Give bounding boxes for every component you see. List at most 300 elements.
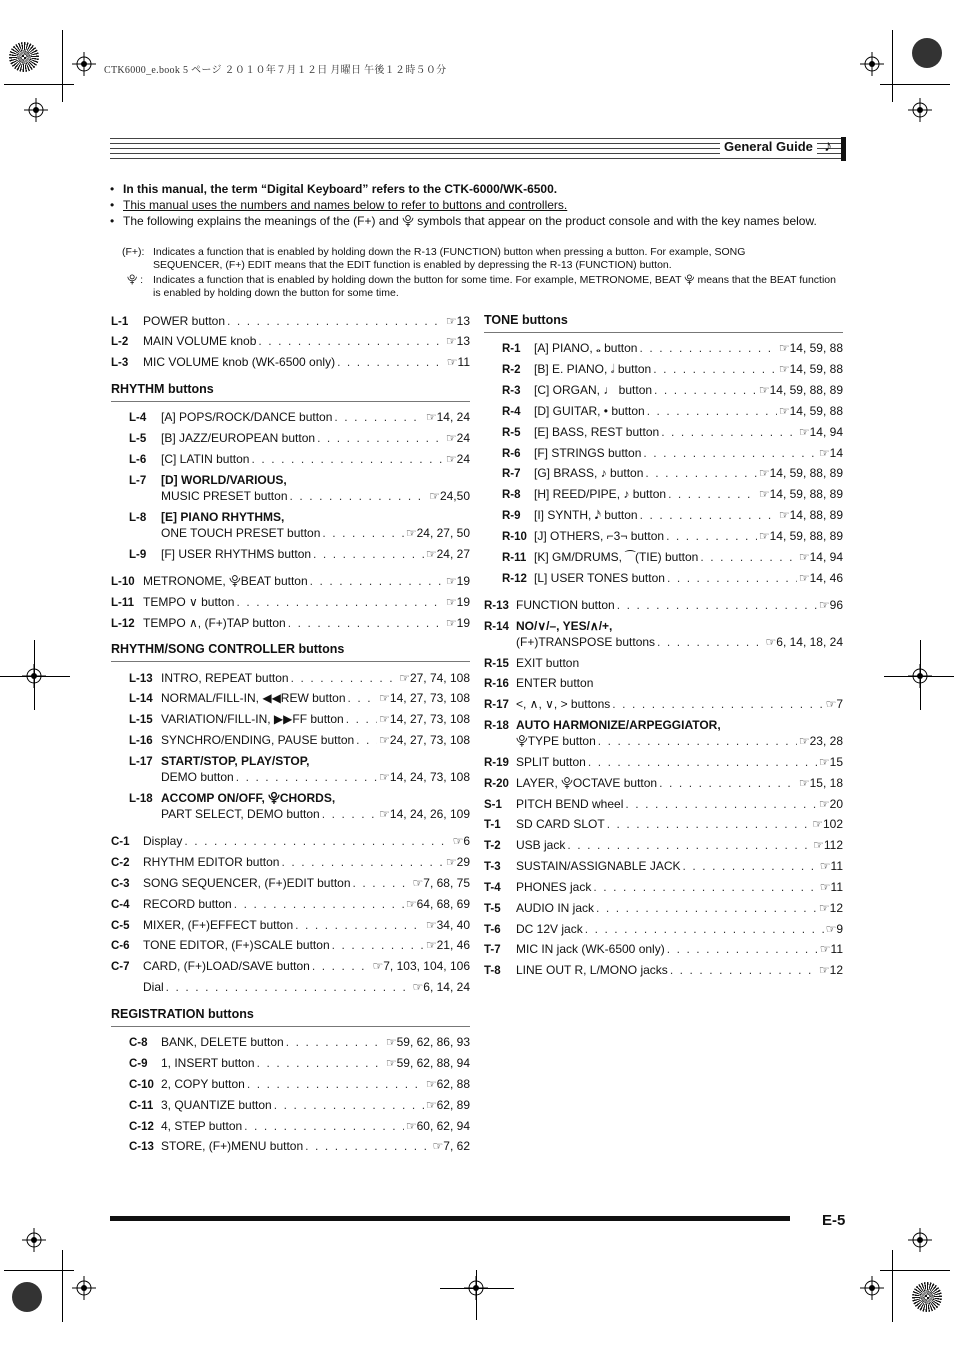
list-item xyxy=(111,875,470,892)
intro-bullet: • In this manual, the term “Digital Keyboard” refers to the CTK-6000/WK-6500. xyxy=(110,181,845,197)
item-name: RHYTHM EDITOR button xyxy=(143,855,280,869)
leader-dots xyxy=(291,670,398,686)
list-item xyxy=(484,921,843,938)
list-item xyxy=(502,424,843,441)
item-name: [K] GM/DRUMS, ⁀(TIE) button xyxy=(534,550,699,564)
leader-dots xyxy=(288,615,444,631)
item-code: L-11 xyxy=(111,597,135,609)
item-name: SUSTAIN/ASSIGNABLE JACK xyxy=(516,859,681,873)
page-ref: ☞7, 103, 104, 106 xyxy=(372,959,470,973)
page-ref: ☞7 xyxy=(825,697,843,711)
item-name: SD CARD SLOT xyxy=(516,817,605,831)
item-code: R-9 xyxy=(502,510,521,522)
list-item xyxy=(502,570,843,587)
divider xyxy=(111,401,470,402)
leader-dots xyxy=(281,854,443,870)
intro-text: This manual uses the numbers and names below to refer to buttons and controllers. xyxy=(123,198,568,212)
page-ref: ☞62, 88 xyxy=(425,1077,470,1091)
leader-dots xyxy=(639,340,776,356)
leader-dots xyxy=(567,837,811,853)
subsection-title: REGISTRATION buttons xyxy=(111,1007,254,1021)
list-item xyxy=(129,1097,470,1114)
item-name: ONE TOUCH PRESET button xyxy=(161,526,321,540)
list-item xyxy=(129,1118,470,1135)
item-name: MIC VOLUME knob (WK-6500 only) xyxy=(143,355,336,369)
item-code: L-7 xyxy=(129,475,147,487)
list-item xyxy=(129,1138,470,1155)
page-ref: ☞96 xyxy=(818,598,843,612)
page-ref: ☞14, 94 xyxy=(798,550,843,564)
list-item xyxy=(484,597,843,614)
page-ref: ☞12 xyxy=(818,901,843,915)
leader-dots xyxy=(257,1055,384,1071)
registration-target-icon xyxy=(908,664,932,688)
item-code: L-12 xyxy=(111,618,135,630)
leader-dots xyxy=(667,570,797,586)
list-item xyxy=(129,670,470,687)
leader-dots xyxy=(356,732,377,748)
item-code: R-7 xyxy=(502,468,521,480)
item-code: L-16 xyxy=(129,735,153,747)
section-title: General Guide xyxy=(720,139,817,154)
leader-dots xyxy=(653,361,777,377)
list-item xyxy=(161,769,470,785)
page-ref: ☞60, 62, 94 xyxy=(405,1119,470,1133)
page-ref: ☞62, 89 xyxy=(425,1098,470,1112)
leader-dots xyxy=(227,313,444,329)
item-code: C-6 xyxy=(111,940,130,952)
item-code: L-10 xyxy=(111,576,135,588)
list-item xyxy=(484,696,843,713)
header-bar xyxy=(841,137,846,161)
page-ref: ☞21, 46 xyxy=(425,938,470,952)
leader-dots xyxy=(645,465,756,481)
subsection-title: RHYTHM/SONG CONTROLLER buttons xyxy=(111,642,345,656)
item-code: R-18 xyxy=(484,720,509,732)
leader-dots xyxy=(353,875,411,891)
footnote-text: Indicates a function that is enabled by holding down the button for some time. For example, METRONOME, BEAT ⯓ means that the BEAT function is enabled by holding down the button for some time. xyxy=(153,274,836,299)
item-code: T-8 xyxy=(484,965,501,977)
music-note-icon: ♪ xyxy=(824,138,832,155)
list-item xyxy=(502,403,843,420)
leader-dots xyxy=(258,333,444,349)
item-name: [F] USER RHYTHMS button xyxy=(161,547,312,561)
subsection-title: TONE buttons xyxy=(484,313,568,327)
item-name: MIXER, (F+)EFFECT button xyxy=(143,918,294,932)
intro-text: In this manual, the term “Digital Keyboard” refers to the CTK-6000/WK-6500. xyxy=(123,182,558,196)
leader-dots xyxy=(598,733,797,749)
item-code: R-4 xyxy=(502,406,521,418)
intro-text: The following explains the meanings of the (F+) and ⯓ symbols that appear on the product console and with the key names below. xyxy=(123,214,817,228)
leader-dots xyxy=(247,1076,424,1092)
registration-target-icon xyxy=(908,1228,932,1252)
list-item xyxy=(502,382,843,399)
item-name: BANK, DELETE button xyxy=(161,1035,284,1049)
item-name: CARD, (F+)LOAD/SAVE button xyxy=(143,959,310,973)
leader-dots xyxy=(312,958,371,974)
leader-dots xyxy=(643,445,817,461)
list-item xyxy=(516,634,843,650)
list-item xyxy=(111,573,470,590)
item-code: R-13 xyxy=(484,600,509,612)
page-ref: ☞64, 68, 69 xyxy=(405,897,470,911)
page-ref: ☞15 xyxy=(818,755,843,769)
list-item xyxy=(143,979,470,995)
item-name: INTRO, REPEAT button xyxy=(161,671,289,685)
divider xyxy=(111,661,470,662)
item-code: T-7 xyxy=(484,944,501,956)
page-ref: ☞14 xyxy=(818,446,843,460)
list-item xyxy=(129,690,470,707)
item-code: L-3 xyxy=(111,357,129,369)
list-item xyxy=(484,837,843,854)
item-code: L-9 xyxy=(129,549,147,561)
item-code: T-3 xyxy=(484,861,501,873)
item-name: [E] BASS, REST button xyxy=(534,425,660,439)
item-code: T-6 xyxy=(484,924,501,936)
registration-rosette-icon xyxy=(9,42,39,72)
leader-dots xyxy=(332,937,424,953)
item-name: TEMPO ∧, (F+)TAP button xyxy=(143,616,286,630)
item-code: C-13 xyxy=(129,1141,154,1153)
list-item xyxy=(502,486,843,503)
leader-dots xyxy=(251,451,443,467)
leader-dots xyxy=(661,424,797,440)
item-code: R-11 xyxy=(502,552,527,564)
list-item xyxy=(502,340,843,357)
item-name: TEMPO ∨ button xyxy=(143,595,235,609)
item-name: RECORD button xyxy=(143,897,232,911)
leader-dots xyxy=(666,528,757,544)
item-name: [B] JAZZ/EUROPEAN button xyxy=(161,431,316,445)
list-item xyxy=(502,507,843,524)
list-item xyxy=(484,796,843,813)
item-name: 2, COPY button xyxy=(161,1077,245,1091)
page-ref: ☞29 xyxy=(445,855,470,869)
item-name: (F+)TRANSPOSE buttons xyxy=(516,635,656,649)
leader-dots xyxy=(654,382,757,398)
list-item xyxy=(484,775,843,792)
page-ref: ☞20 xyxy=(818,797,843,811)
item-code: L-13 xyxy=(129,673,153,685)
list-item xyxy=(129,711,470,728)
item-code: R-12 xyxy=(502,573,527,585)
list-item-line1 xyxy=(484,618,843,635)
list-item xyxy=(129,451,470,468)
page-ref: ☞6, 14, 18, 24 xyxy=(765,635,843,649)
print-header: CTK6000_e.book 5 ページ ２０１０年７月１２日 月曜日 午後１２時５０分 xyxy=(104,65,447,76)
page-ref: ☞19 xyxy=(445,616,470,630)
page-ref: ☞14, 27, 73, 108 xyxy=(379,691,470,705)
page-ref: ☞14, 59, 88, 89 xyxy=(758,529,843,543)
item-code: T-4 xyxy=(484,882,501,894)
item-code: C-2 xyxy=(111,857,130,869)
item-name: METRONOME, ⯓BEAT button xyxy=(143,574,308,588)
item-name: [C] LATIN button xyxy=(161,452,250,466)
page-ref: ☞14, 59, 88, 89 xyxy=(758,466,843,480)
page-ref: ☞14, 27, 73, 108 xyxy=(379,712,470,726)
list-item xyxy=(161,488,470,504)
item-name: MIC IN jack (WK-6500 only) xyxy=(516,942,665,956)
item-name: 1, INSERT button xyxy=(161,1056,255,1070)
page-ref: ☞7, 68, 75 xyxy=(412,876,470,890)
item-name: SPLIT button xyxy=(516,755,586,769)
list-item xyxy=(129,1055,470,1072)
list-item xyxy=(161,806,470,822)
list-item xyxy=(111,896,470,913)
item-code: C-10 xyxy=(129,1079,154,1091)
page-number: E-5 xyxy=(822,1212,846,1229)
list-item xyxy=(484,675,843,692)
item-name: POWER button xyxy=(143,314,226,328)
page-ref: ☞11 xyxy=(446,355,470,369)
item-name: [C] ORGAN, ♩ button xyxy=(534,383,653,397)
item-name: SONG SEQUENCER, (F+)EDIT button xyxy=(143,876,351,890)
page-ref: ☞14, 24 xyxy=(425,410,470,424)
item-name: STORE, (F+)MENU button xyxy=(161,1139,304,1153)
page-ref: ☞23, 28 xyxy=(798,734,843,748)
item-name: Display xyxy=(143,834,183,848)
page-ref: ☞9 xyxy=(825,922,843,936)
page-ref: ☞34, 40 xyxy=(425,918,470,932)
item-name: START/STOP, PLAY/STOP, xyxy=(161,754,310,768)
page-ref: ☞14, 88, 89 xyxy=(778,508,843,522)
item-code: R-6 xyxy=(502,448,521,460)
list-item xyxy=(111,937,470,954)
item-code: C-1 xyxy=(111,836,130,848)
list-item xyxy=(161,525,470,541)
item-name: 4, STEP button xyxy=(161,1119,243,1133)
leader-dots xyxy=(286,1034,384,1050)
page-ref: ☞12 xyxy=(818,963,843,977)
list-item xyxy=(111,333,470,350)
item-code: C-9 xyxy=(129,1058,148,1070)
leader-dots xyxy=(607,816,811,832)
leader-dots xyxy=(184,833,450,849)
item-name: 3, QUANTIZE button xyxy=(161,1098,272,1112)
list-item xyxy=(484,900,843,917)
item-name: LAYER, ⯓OCTAVE button xyxy=(516,776,658,790)
item-code: R-3 xyxy=(502,385,521,397)
item-code: L-5 xyxy=(129,433,147,445)
list-item xyxy=(484,816,843,833)
page-ref: ☞7, 62 xyxy=(432,1139,470,1153)
list-item xyxy=(129,430,470,447)
leader-dots xyxy=(236,769,377,785)
list-item xyxy=(502,445,843,462)
list-item xyxy=(484,754,843,771)
page-ref: ☞14, 59, 88, 89 xyxy=(758,487,843,501)
leader-dots xyxy=(596,900,817,916)
intro-bullet: • The following explains the meanings of the (F+) and ⯓ symbols that appear on the product console and with the key names below. xyxy=(110,213,845,245)
item-name: VARIATION/FILL-IN, ▶▶FF button xyxy=(161,712,344,726)
leader-dots xyxy=(683,858,818,874)
item-name: MAIN VOLUME knob xyxy=(143,334,257,348)
leader-dots xyxy=(588,754,817,770)
item-name: [H] REED/PIPE, ♪ button xyxy=(534,487,667,501)
item-code: L-2 xyxy=(111,336,129,348)
subsection-title: RHYTHM buttons xyxy=(111,382,214,396)
list-item xyxy=(484,655,843,672)
item-code: L-4 xyxy=(129,412,147,424)
leader-dots xyxy=(668,486,757,502)
leader-dots xyxy=(659,775,797,791)
registration-rosette-icon xyxy=(12,1282,42,1312)
item-name: FUNCTION button xyxy=(516,598,615,612)
item-name: AUDIO IN jack xyxy=(516,901,595,915)
page-ref: ☞14, 24, 26, 109 xyxy=(379,807,470,821)
item-name: LINE OUT R, L/MONO jacks xyxy=(516,963,668,977)
leader-dots xyxy=(317,430,444,446)
item-code: R-2 xyxy=(502,364,521,376)
leader-dots xyxy=(585,921,824,937)
list-item xyxy=(111,594,470,611)
list-item xyxy=(502,361,843,378)
intro-bullet: • This manual uses the numbers and names below to refer to buttons and controllers. xyxy=(110,197,845,213)
item-code: C-4 xyxy=(111,899,130,911)
list-item xyxy=(484,879,843,896)
registration-target-icon xyxy=(22,1228,46,1252)
divider xyxy=(111,1026,470,1027)
item-name: SYNCHRO/ENDING, PAUSE button xyxy=(161,733,355,747)
item-code: R-1 xyxy=(502,343,521,355)
item-name: DC 12V jack xyxy=(516,922,583,936)
leader-dots xyxy=(640,507,777,523)
page-ref: ☞14, 94 xyxy=(798,425,843,439)
item-name: EXIT button xyxy=(516,656,580,670)
registration-target-icon xyxy=(908,98,932,122)
item-name: ACCOMP ON/OFF, ⯓CHORDS, xyxy=(161,791,336,805)
list-item xyxy=(502,465,843,482)
item-code: R-14 xyxy=(484,621,509,633)
list-item xyxy=(129,732,470,749)
item-name: NORMAL/FILL-IN, ◀◀REW button xyxy=(161,691,346,705)
leader-dots xyxy=(625,796,817,812)
leader-dots xyxy=(657,634,763,650)
leader-dots xyxy=(166,979,411,995)
page-ref: ☞24 xyxy=(445,431,470,445)
item-code: S-1 xyxy=(484,799,502,811)
item-code: C-12 xyxy=(129,1121,154,1133)
item-code: R-20 xyxy=(484,778,509,790)
item-code: C-11 xyxy=(129,1100,154,1112)
registration-target-icon xyxy=(24,98,48,122)
page-ref: ☞11 xyxy=(819,942,843,956)
leader-dots xyxy=(274,1097,424,1113)
leader-dots xyxy=(305,1138,430,1154)
leader-dots xyxy=(612,696,823,712)
item-code: L-17 xyxy=(129,756,153,768)
list-item xyxy=(129,409,470,426)
list-item xyxy=(484,941,843,958)
item-code: C-8 xyxy=(129,1037,148,1049)
leader-dots xyxy=(337,354,445,370)
item-name: [D] GUITAR, • button xyxy=(534,404,645,418)
leader-dots xyxy=(322,525,403,541)
item-code: L-1 xyxy=(111,316,129,328)
page-ref: ☞15, 18 xyxy=(798,776,843,790)
list-item xyxy=(111,313,470,330)
list-item xyxy=(516,733,843,749)
item-name: MUSIC PRESET button xyxy=(161,489,288,503)
item-name: ⯓TYPE button xyxy=(516,734,596,748)
item-name: [A] POPS/ROCK/DANCE button xyxy=(161,410,333,424)
item-code: L-8 xyxy=(129,512,147,524)
leader-dots xyxy=(593,879,817,895)
list-item xyxy=(502,549,843,566)
page-ref: ☞24,50 xyxy=(429,489,470,503)
item-code: C-3 xyxy=(111,878,130,890)
list-item-line1 xyxy=(129,753,470,770)
page-ref: ☞13 xyxy=(445,334,470,348)
list-item xyxy=(484,858,843,875)
item-name: TONE EDITOR, (F+)SCALE button xyxy=(143,938,330,952)
list-item xyxy=(111,833,470,850)
item-name: NO/∨/–, YES/∧/+, xyxy=(516,619,613,633)
leader-dots xyxy=(670,962,817,978)
list-item-line1 xyxy=(129,509,470,526)
page-ref: ☞14, 59, 88 xyxy=(778,404,843,418)
leader-dots xyxy=(313,546,424,562)
leader-dots xyxy=(647,403,777,419)
list-item-line1 xyxy=(129,472,470,489)
page-ref: ☞14, 59, 88, 89 xyxy=(758,383,843,397)
page-ref: ☞11 xyxy=(819,859,843,873)
item-code: C-7 xyxy=(111,961,130,973)
footer-rule xyxy=(110,1216,790,1221)
item-name: ENTER button xyxy=(516,676,594,690)
leader-dots xyxy=(617,597,817,613)
registration-target-icon xyxy=(72,1276,96,1300)
item-code: C-5 xyxy=(111,920,130,932)
page-ref: ☞102 xyxy=(812,817,843,831)
item-name: [L] USER TONES button xyxy=(534,571,665,585)
page-ref: ☞24, 27 xyxy=(425,547,470,561)
leader-dots xyxy=(290,488,428,504)
leader-dots xyxy=(667,941,818,957)
page-ref: ☞59, 62, 88, 94 xyxy=(385,1056,470,1070)
leader-dots xyxy=(244,1118,404,1134)
list-item xyxy=(111,958,470,975)
leader-dots xyxy=(346,711,377,727)
item-code: R-8 xyxy=(502,489,521,501)
item-name: [B] E. PIANO, 𝅗𝅥 button xyxy=(534,362,652,376)
list-item xyxy=(111,354,470,371)
item-code: T-1 xyxy=(484,819,501,831)
item-code: L-18 xyxy=(129,793,153,805)
item-code: L-14 xyxy=(129,693,153,705)
registration-rosette-icon xyxy=(912,38,942,68)
item-name: [A] PIANO, 𝅝 button xyxy=(534,341,638,355)
list-item xyxy=(111,917,470,934)
item-code: R-5 xyxy=(502,427,521,439)
page-ref: ☞24, 27, 50 xyxy=(405,526,470,540)
page-ref: ☞24 xyxy=(445,452,470,466)
page-ref: ☞59, 62, 86, 93 xyxy=(385,1035,470,1049)
item-name: PITCH BEND wheel xyxy=(516,797,624,811)
leader-dots xyxy=(234,896,404,912)
item-name: [F] STRINGS button xyxy=(534,446,642,460)
leader-dots xyxy=(310,573,444,589)
item-code: R-16 xyxy=(484,678,509,690)
page-ref: ☞24, 27, 73, 108 xyxy=(379,733,470,747)
page-ref: ☞112 xyxy=(813,838,843,852)
item-code: R-17 xyxy=(484,699,509,711)
leader-dots xyxy=(348,690,378,706)
page-ref: ☞14, 59, 88 xyxy=(778,341,843,355)
page-ref: ☞11 xyxy=(819,880,843,894)
list-item xyxy=(129,1076,470,1093)
